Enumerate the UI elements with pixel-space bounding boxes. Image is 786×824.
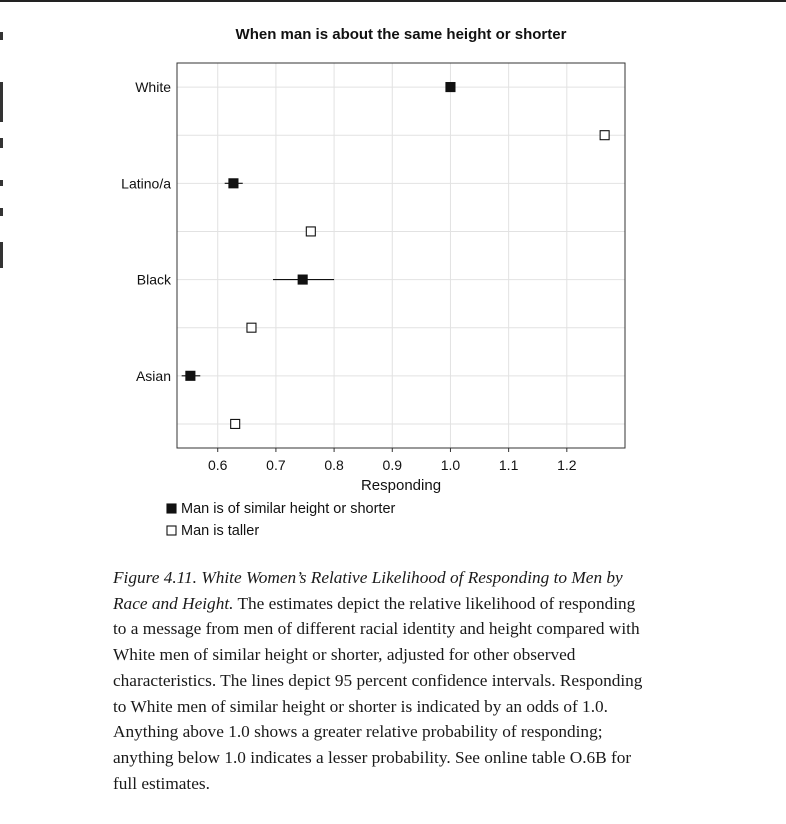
figure-title: White Women’s Relative Likelihood of Responding to Men by Race and Height. <box>113 568 623 613</box>
chart-title: When man is about the same height or shorter <box>235 26 567 43</box>
x-tick-labels <box>208 448 577 473</box>
plot-frame <box>177 63 625 448</box>
y-tick-labels <box>121 79 172 384</box>
point-similar-height <box>446 83 455 92</box>
x-tick-label: 0.8 <box>324 457 344 473</box>
y-tick-label: Asian <box>135 367 171 384</box>
point-similar-height <box>186 371 195 380</box>
x-tick-label: 0.6 <box>207 457 228 473</box>
point-similar-height <box>229 179 238 188</box>
x-tick-label: 1.0 <box>440 457 461 473</box>
figure-caption <box>113 565 643 796</box>
legend-swatch <box>167 526 176 535</box>
legend-label: Man is taller <box>181 523 260 539</box>
legend-label: Man is of similar height or shorter <box>181 501 396 517</box>
legend <box>167 501 396 539</box>
x-axis-label: Responding <box>360 477 442 494</box>
point-taller <box>247 323 256 332</box>
x-tick-label: 0.7 <box>266 457 286 473</box>
grid-layer <box>177 63 625 448</box>
y-tick-label: Latino/a <box>121 175 171 192</box>
caption-body: The estimates depict the relative likelihood of responding to a message from men of different racial identity and height compared with White men of similar height or shorter, adjusted for other observed characteristics. The lines depict 95 percent confidence intervals. Responding to White men of similar height or shorter is indicated by an odds of 1.0. Anything above 1.0 shows a greater relative probability of responding; anything below 1.0 indicates a lesser probability. See online table O.6B for full estimates. <box>113 593 643 793</box>
legend-swatch <box>167 504 176 513</box>
y-tick-label: Black <box>136 271 171 288</box>
point-taller <box>306 227 315 236</box>
figure-label: Figure 4.11. <box>113 568 197 587</box>
point-similar-height <box>298 275 307 284</box>
point-taller <box>231 419 240 428</box>
x-tick-label: 1.1 <box>498 457 519 473</box>
point-taller <box>600 131 609 140</box>
data-marks <box>182 83 609 429</box>
x-tick-label: 0.9 <box>382 457 403 473</box>
y-tick-label: White <box>135 79 171 96</box>
x-tick-label: 1.2 <box>557 457 577 473</box>
